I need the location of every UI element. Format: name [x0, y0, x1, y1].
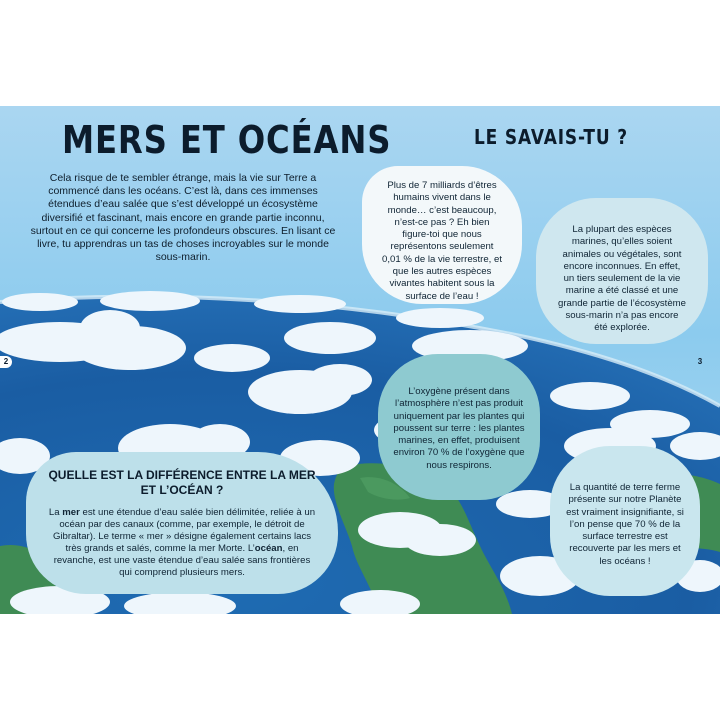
fact-text: La quantité de terre ferme présente sur notre Planète est vraiment insignifiante, si l’on pense que 70 % de la surface terrestre est recouverte par les mers et les océans ! — [566, 482, 684, 567]
page-number-right: 3 — [697, 357, 703, 366]
difference-heading: QUELLE EST LA DIFFÉRENCE ENTRE LA MER ET L’OCÉAN ? — [48, 468, 316, 497]
fact-bubble-land — [550, 446, 700, 596]
difference-text-part: La — [48, 507, 63, 518]
fact-text: La plupart des espèces marines, qu’elles soient animales ou végétales, sont encore inconnues. En effet, un tiers seulement de la vie marine a été classé et une grande partie de l’écosystème sous-marin n’a pas encore été explorée. — [558, 224, 686, 334]
difference-box — [26, 452, 338, 594]
fact-bubble-species — [536, 198, 708, 344]
term-mer: mer — [62, 507, 80, 518]
fact-text: Plus de 7 milliards d’êtres humains vivent dans le monde… c’est beaucoup, n’est-ce pas ? Eh bien figure-toi que nous représentons seulement 0,01 % de la vie terrestre, et que les autres espèces vivantes habitent sous la surface de l’eau ! — [382, 180, 502, 302]
difference-text-part: est une étendue d’eau salée bien délimitée, reliée à un océan par des canaux (comme, par exemple, le détroit de Gibraltar). Le terme « mer » désigne également certains lacs très grands et salés, comme la mer Morte. L’ — [52, 507, 316, 555]
fact-bubble-population — [362, 166, 522, 304]
intro-paragraph: Cela risque de te sembler étrange, mais la vie sur Terre a commencé dans les océans. C’est là, dans ces immenses étendues d’eau salée que s’est développé un écosystème diversifié et fascinant, mais encore en grande partie inconnu, surtout en ce qui concerne les profondeurs obscures. En lisant ce livre, tu apprendras un tas de choses incroyables sur le monde sous-marin. — [30, 172, 336, 264]
section-subtitle: LE SAVAIS-TU ? — [474, 125, 628, 149]
difference-text-part: , en revanche, est une vaste étendue d’eau salée sans frontières qui comprend plusieurs mers. — [53, 543, 311, 579]
term-ocean: océan — [254, 543, 283, 555]
difference-text — [48, 507, 316, 580]
page-title: MERS ET OCÉANS — [62, 118, 392, 162]
fact-bubble-oxygen — [378, 354, 540, 500]
fact-text: L’oxygène présent dans l’atmosphère n’est pas produit uniquement par les plantes qui poussent sur terre : les plantes marines, en effet, produisent environ 70 % de l’oxygène que nous respirons. — [393, 386, 525, 471]
page-number-left: 2 — [0, 356, 12, 368]
